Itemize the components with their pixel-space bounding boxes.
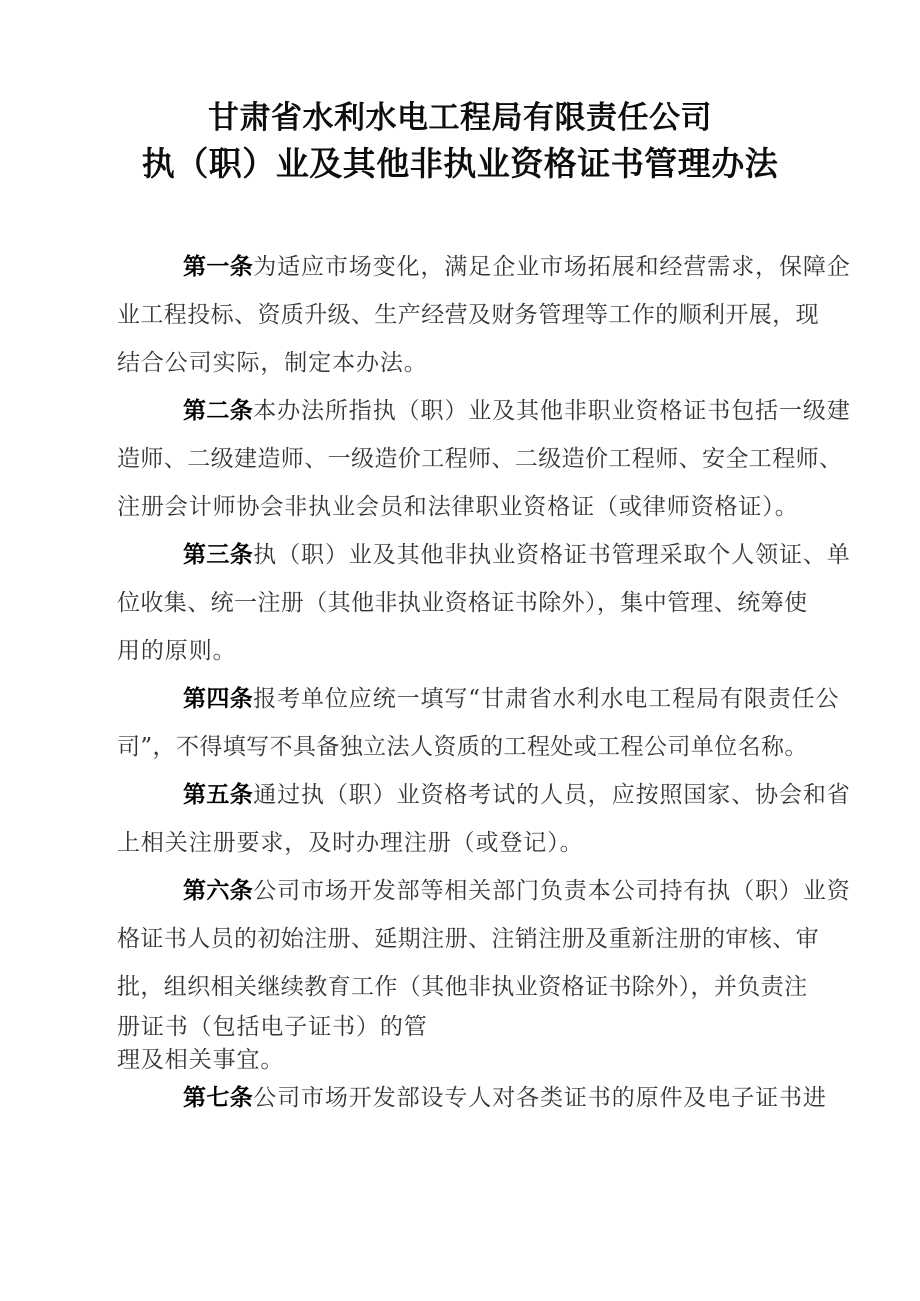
article-two-paragraph <box>117 387 851 531</box>
article-seven-line-1 <box>117 1077 827 1119</box>
document-body <box>117 243 851 1119</box>
article-five-paragraph <box>117 771 851 867</box>
title-line-2: 执（职）业及其他非执业资格证书管理办法 <box>141 144 779 183</box>
article-one-line-3: 结合公司实际，制定本办法。 <box>117 350 428 376</box>
article-two-text-1: 本办法所指执（职）业及其他非职业资格证书包括一级建 <box>253 398 851 424</box>
article-four-text-1: 报考单位应统一填写“甘肃省水利水电工程局有限责任公 <box>253 686 840 712</box>
article-six-marker: 第六条 <box>183 878 254 904</box>
article-two-line-1 <box>117 387 851 435</box>
article-one-marker: 第一条 <box>183 254 254 280</box>
article-seven-paragraph <box>117 1077 827 1119</box>
article-seven-text-1: 公司市场开发部设专人对各类证书的原件及电子证书进 <box>253 1085 827 1111</box>
article-five-line-2: 上相关注册要求，及时办理注册（或登记）。 <box>117 830 584 856</box>
title-line-1: 甘肃省水利水电工程局有限责任公司 <box>208 100 712 136</box>
article-three-line-2: 位收集、统一注册（其他非执业资格证书除外），集中管理、统筹使 <box>117 590 808 616</box>
article-five-line-1 <box>117 771 851 819</box>
article-six-line-5: 理及相关事宜。 <box>117 1047 285 1073</box>
article-six-text-1: 公司市场开发部等相关部门负责本公司持有执（职）业资 <box>253 878 851 904</box>
article-two-line-3: 注册会计师协会非执业会员和法律职业资格证（或律师资格证）。 <box>117 494 799 520</box>
article-one-text-1: 为适应市场变化，满足企业市场拓展和经营需求，保障企 <box>253 254 851 280</box>
document-title <box>0 96 920 186</box>
article-six-line-2: 格证书人员的初始注册、延期注册、注销注册及重新注册的审核、审 <box>117 926 819 952</box>
article-three-text-1: 执（职）业及其他非执业资格证书管理采取个人领证、单 <box>253 542 851 568</box>
article-one-line-2: 业工程投标、资质升级、生产经营及财务管理等工作的顺利开展，现 <box>117 302 819 328</box>
article-two-line-2: 造师、二级建造师、一级造价工程师、二级造价工程师、安全工程师、 <box>117 446 843 472</box>
article-six-line-1 <box>117 867 851 915</box>
article-four-marker: 第四条 <box>183 686 254 712</box>
article-five-text-1: 通过执（职）业资格考试的人员，应按照国家、协会和省 <box>253 782 851 808</box>
article-five-marker: 第五条 <box>183 782 254 808</box>
article-three-marker: 第三条 <box>183 542 254 568</box>
article-six-line-4: 册证书（包括电子证书）的管 <box>117 1014 428 1040</box>
article-three-line-1 <box>117 531 851 579</box>
article-one-line-1 <box>117 243 851 291</box>
article-three-line-3: 用的原则。 <box>117 638 237 664</box>
article-four-line-2: 司”，不得填写不具备独立法人资质的工程处或工程公司单位名称。 <box>117 734 808 760</box>
article-six-line-3: 批，组织相关继续教育工作（其他非执业资格证书除外），并负责注 <box>117 974 808 1000</box>
article-two-marker: 第二条 <box>183 398 254 424</box>
article-one-paragraph <box>117 243 851 387</box>
article-seven-marker: 第七条 <box>183 1085 254 1111</box>
article-four-paragraph <box>117 675 840 771</box>
article-six-paragraph <box>117 867 851 1077</box>
article-three-paragraph <box>117 531 851 675</box>
article-four-line-1 <box>117 675 840 723</box>
